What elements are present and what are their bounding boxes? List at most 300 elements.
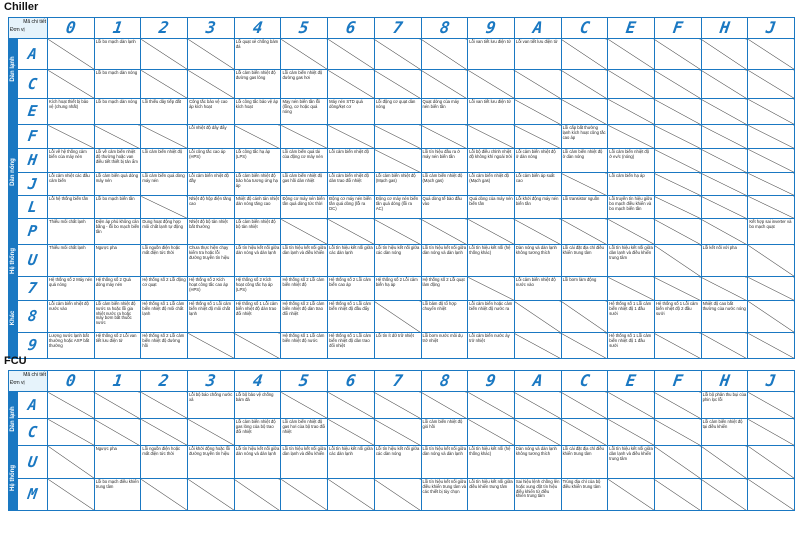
empty-cell [141, 419, 188, 446]
row-code: E [26, 102, 39, 120]
column-code: A [531, 18, 544, 37]
error-description: Lỗi cấp bất thường lạnh kích hoạt công tắc cao áp [561, 125, 608, 149]
error-description: Lỗi cảm biến quá dòng máy nén [141, 173, 188, 196]
empty-cell [328, 479, 375, 511]
empty-cell [654, 446, 701, 479]
error-description: Lỗi cảm biến nhiệt độ gas hơi của bộ trao đổi nhiệt [281, 419, 328, 446]
row-code-cell [18, 277, 48, 301]
column-code-header [374, 18, 421, 39]
error-description: Lỗi về hệ thống cảm biến của máy nén [48, 149, 95, 173]
error-description: Lỗi tín hiệu kết nối giữa dàn lạnh và điều khiển [281, 245, 328, 277]
row-group-label [9, 392, 18, 446]
error-description: Mạy nén biến tần lỗi (lỗng, cơ hoặc quá nóng [281, 99, 328, 125]
error-description: Lỗi cài đặt địa chỉ điều khiển trung tâm [561, 245, 608, 277]
error-description: Động cơ máy nén biến tần quá dòng (lỗi ra AC) [374, 196, 421, 219]
error-description: Lỗi cảm biến nhiệt độ (Mạch gas) [421, 173, 468, 196]
group-label-text: Dàn nóng [10, 157, 16, 186]
corner-detail-label: Mã chi tiết [23, 372, 47, 378]
row-group-label [9, 39, 18, 99]
error-description: Lỗi bộ phân thu bụi của phin lọc lỗi [701, 392, 748, 419]
empty-cell [468, 419, 515, 446]
row-code: 9 [26, 336, 39, 354]
empty-cell [328, 70, 375, 99]
empty-cell [188, 39, 235, 70]
empty-cell [701, 99, 748, 125]
error-description: Kích hoạt thiết bị bảo vệ (chung nhất) [48, 99, 95, 125]
column-code-header [94, 18, 141, 39]
column-code: 0 [64, 18, 78, 37]
error-description: Lỗi hệ thống biến tần [48, 196, 95, 219]
column-code: 6 [344, 371, 358, 390]
empty-cell [748, 419, 795, 446]
error-description: Lỗi cảm biến hoặc cảm biến nhiệt độ nước ra [468, 301, 515, 333]
error-description: Hệ thống số 1 Lỗi cảm biến nhiệt độ đầu đẩy [328, 301, 375, 333]
error-description: Máy nén STD quá dòng/kẹt cơ [328, 99, 375, 125]
empty-cell [701, 479, 748, 511]
error-description: Sai hiệu lệnh chồng lên hoặc xung đột tín hiệu điều khiển từ điều khiển trung tâm [514, 479, 561, 511]
column-code: 2 [158, 371, 171, 390]
row-code-cell [18, 149, 48, 173]
empty-cell [141, 479, 188, 511]
empty-cell [374, 419, 421, 446]
error-description: Lỗi công tắc hạ áp (LPS) [234, 149, 281, 173]
column-code: H [718, 371, 731, 390]
column-code: A [531, 371, 544, 390]
column-code: J [765, 18, 778, 37]
error-description: Lỗi tín hiệu kết nối giữa các dàn nóng [374, 446, 421, 479]
table-row [9, 99, 795, 125]
empty-cell [468, 392, 515, 419]
column-code-header [281, 18, 328, 39]
row-code-cell [18, 446, 48, 479]
empty-cell [421, 125, 468, 149]
empty-cell [94, 392, 141, 419]
error-description: Hệ thống số 2 Lỗi cảm biến nhiệt độ dàn trao đổi nhiệt [281, 301, 328, 333]
error-description: Lỗi tín hiệu kết nối giữa dàn lạnh và điều khiển [281, 446, 328, 479]
column-code: 4 [251, 371, 264, 390]
error-description: Động cơ máy nén biến tần quá dòng tức thời [281, 196, 328, 219]
error-description: Lỗi kết nối với pha [701, 245, 748, 277]
empty-cell [561, 173, 608, 196]
empty-cell [234, 125, 281, 149]
error-description: Kết hợp sai inverter và bo mạch quạt [748, 219, 795, 245]
empty-cell [701, 446, 748, 479]
row-code-cell [18, 219, 48, 245]
empty-cell [374, 39, 421, 70]
empty-cell [701, 125, 748, 149]
table-row [9, 277, 795, 301]
error-description: Lỗi cảm biến nhiệt độ gas hồi dàn nhiệt [281, 173, 328, 196]
column-code: E [624, 371, 638, 390]
column-code-header [188, 18, 235, 39]
column-code: 3 [204, 371, 218, 390]
error-description: Lỗi bộ điều chỉnh nhiệt độ không khí ngoài trời [468, 149, 515, 173]
error-description: Lỗi nguồn điện hoặc mất điện tức thời [141, 245, 188, 277]
error-description: Hệ thống số 2 Lỗi cảm biến nhiệt độ [281, 277, 328, 301]
row-code: A [26, 395, 39, 414]
error-description: Lỗi cảm biến nhiệt độ [141, 149, 188, 173]
column-code-header [654, 18, 701, 39]
table-row [9, 333, 795, 359]
table-row [9, 149, 795, 173]
error-description: Thiếu môi chất lạnh [48, 219, 95, 245]
row-code: A [26, 44, 39, 63]
empty-cell [654, 70, 701, 99]
error-description: Dung hoạt động hợp môi chất lạnh tự động [141, 219, 188, 245]
empty-cell [561, 301, 608, 333]
empty-cell [281, 219, 328, 245]
empty-cell [748, 196, 795, 219]
column-code: 8 [438, 18, 451, 37]
empty-cell [188, 479, 235, 511]
error-description: Hệ thống số 2 Lỗi van tiết lưu điện tử [94, 333, 141, 359]
empty-cell [748, 149, 795, 173]
error-description: Ngược pha [94, 245, 141, 277]
error-description: Công tắc bảo vệ cao áp kích hoạt [188, 99, 235, 125]
error-description: Lỗi van tiết lưu điện tử [514, 39, 561, 70]
empty-cell [374, 301, 421, 333]
error-description: Lỗi bơm nước môi dụ trở nhiệt [421, 333, 468, 359]
empty-cell [748, 446, 795, 479]
column-code: 0 [64, 371, 78, 390]
row-code-cell [18, 125, 48, 149]
empty-cell [141, 196, 188, 219]
error-description: Lỗi bo mạch biến tần [94, 196, 141, 219]
column-code: F [671, 371, 684, 390]
empty-cell [561, 70, 608, 99]
empty-cell [514, 125, 561, 149]
empty-cell [328, 125, 375, 149]
empty-cell [48, 70, 95, 99]
table-row [9, 245, 795, 277]
column-code-header [281, 371, 328, 392]
error-description: Lỗi tín hiệu kết nối giữa dàn lạnh và điều khiển trung tâm [608, 245, 655, 277]
row-group-label [9, 99, 18, 245]
error-description: Nhiệt độ hộp điện tăng cao [188, 196, 235, 219]
error-description: Lỗi tín hiệu kết nối giữa các dàn lạnh [328, 245, 375, 277]
error-description: Trùng địa chỉ của bộ điều khiển trung tâm [561, 479, 608, 511]
error-description: Lỗi tín hiệu kết nối giữa các dàn lạnh [328, 446, 375, 479]
error-description: Hệ thống số 1 Lỗi cảm biến nhiệt độ nước [281, 333, 328, 359]
error-description: Hệ thống số 2 Lỗi cảm biến nhiệt độ đường hồi [141, 333, 188, 359]
empty-cell [48, 446, 95, 479]
row-code-cell [18, 196, 48, 219]
column-code-header [514, 18, 561, 39]
error-description: Lỗi cảm biến quá dòng máy nén [94, 173, 141, 196]
column-code: 1 [111, 371, 124, 390]
empty-cell [281, 125, 328, 149]
error-description: Lỗi tín hiệu kết nối giữa dàn nóng và dàn lạnh [234, 446, 281, 479]
column-code: 5 [298, 371, 311, 390]
error-description: Hệ thống số 1 Lỗi cảm biến nhiệt độ môi chất lạnh [188, 301, 235, 333]
error-description: Nhiệt độ cánh tản nhiệt dàn nóng tăng cao [234, 196, 281, 219]
group-label-text: Dàn lạnh [10, 405, 16, 432]
error-description: Lỗi cảm biến nhiệt độ đường gas hơi [281, 70, 328, 99]
error-description: Hệ thống số 1 Lỗi cảm biến nhiệt độ dàn trao đổi nhiệt [328, 333, 375, 359]
empty-cell [374, 392, 421, 419]
group-label-text: Khác [10, 310, 16, 325]
empty-cell [701, 173, 748, 196]
error-description: Lỗi tín hiệu kết nối giữa dàn nóng và dàn lạnh [234, 245, 281, 277]
error-description: Lỗi cài đặt địa chỉ điều khiển trung tâm [561, 446, 608, 479]
error-description: Hệ thống số 2 Lỗi quạt làm động [421, 277, 468, 301]
column-code-header [654, 371, 701, 392]
error-description: Lỗi tín ít dữ trữ nhiệt [374, 333, 421, 359]
column-code-header [468, 371, 515, 392]
empty-cell [561, 392, 608, 419]
table-row [9, 479, 795, 511]
column-code: 3 [204, 18, 218, 37]
column-code: 9 [484, 371, 498, 390]
row-code-cell [18, 419, 48, 446]
empty-cell [328, 39, 375, 70]
empty-cell [608, 392, 655, 419]
error-description: Lỗi cảm biến nhiệt độ đầy [188, 173, 235, 196]
empty-cell [608, 277, 655, 301]
empty-cell [374, 479, 421, 511]
empty-cell [654, 99, 701, 125]
empty-cell [141, 39, 188, 70]
error-description: Lỗi cảm biến nước áy trở nhiệt [468, 333, 515, 359]
empty-cell [561, 99, 608, 125]
column-code-header [234, 371, 281, 392]
error-description: Thiếu môi chất lạnh [48, 245, 95, 277]
row-code: C [26, 422, 39, 441]
empty-cell [514, 301, 561, 333]
column-code: 6 [344, 18, 358, 37]
row-code-cell [18, 245, 48, 277]
error-description: Hệ thống số 1 Lỗi cảm biến nhiệt độ 2 đầu sưởi [654, 301, 701, 333]
error-description: Hệ thống số 2 Quá dòng máy nén [94, 277, 141, 301]
column-code: 8 [438, 371, 451, 390]
column-code: 4 [251, 18, 264, 37]
empty-cell [701, 333, 748, 359]
error-description: Lỗi bo mạch dàn nóng [94, 99, 141, 125]
column-code-header [701, 18, 748, 39]
column-code-header [748, 18, 795, 39]
column-code-header [48, 18, 95, 39]
empty-cell [608, 70, 655, 99]
empty-cell [654, 39, 701, 70]
error-description: Lỗi thiếu dây tiếp đất [141, 99, 188, 125]
empty-cell [748, 125, 795, 149]
empty-cell [701, 196, 748, 219]
row-code: L [26, 197, 39, 216]
empty-cell [514, 419, 561, 446]
empty-cell [748, 301, 795, 333]
row-code-cell [18, 479, 48, 511]
error-description: Lỗi cảm biến hạ áp [608, 173, 655, 196]
error-description: Hệ thống số 2 Lỗi cảm biến cao áp [328, 277, 375, 301]
table-row [9, 392, 795, 419]
error-description: Lỗi tín hiệu kết nối giữa dàn nóng và dàn lạnh [421, 446, 468, 479]
error-description: Hệ thống số 2 Lỗi động cơ quạt [141, 277, 188, 301]
empty-cell [374, 149, 421, 173]
error-description: Hệ thống số 1 Lỗi cảm biến nhiệt độ 1 đầu sưởi [608, 333, 655, 359]
error-description: Lỗi cảm biến nhiệt độ (Mạch gas) [374, 173, 421, 196]
row-code: U [26, 452, 39, 471]
error-description: Hệ thống số 1 Lỗi cảm biến nhiệt độ môi chất lạnh [141, 301, 188, 333]
error-description: Lỗi tín hiệu kết nối giữa dàn nóng và dàn lạnh [421, 245, 468, 277]
error-description: Lỗi bơm làm động [561, 277, 608, 301]
fcu-title: FCU [4, 355, 27, 367]
empty-cell [48, 392, 95, 419]
empty-cell [468, 277, 515, 301]
empty-cell [748, 39, 795, 70]
empty-cell [654, 149, 701, 173]
column-code: 2 [158, 18, 171, 37]
error-description: Lỗi truyền tín hiệu giữa bo mạch điều khiển và bo mạch biến tần [608, 196, 655, 219]
column-code-header [94, 371, 141, 392]
error-description: Nhiệt độ cao bắt thường của nước nóng [701, 301, 748, 333]
empty-cell [188, 70, 235, 99]
row-code: U [26, 251, 39, 269]
empty-cell [654, 196, 701, 219]
empty-cell [748, 392, 795, 419]
empty-cell [654, 173, 701, 196]
empty-cell [561, 419, 608, 446]
error-description: Lỗi cảm biến nhiệt độ gas lỏng của bộ trao đổi nhiệt [234, 419, 281, 446]
empty-cell [654, 219, 701, 245]
column-code-header [328, 371, 375, 392]
empty-cell [608, 219, 655, 245]
empty-cell [514, 392, 561, 419]
column-code-header [48, 371, 95, 392]
empty-cell [748, 245, 795, 277]
error-description: Quá dòng tế bào đầu vào [421, 196, 468, 219]
error-description: Lỗi nhiệt độ dây đẩy [188, 125, 235, 149]
empty-cell [654, 479, 701, 511]
column-code-header [141, 18, 188, 39]
table-row [9, 419, 795, 446]
row-code-cell [18, 70, 48, 99]
empty-cell [608, 125, 655, 149]
empty-cell [654, 245, 701, 277]
row-code: J [26, 174, 39, 193]
empty-cell [468, 219, 515, 245]
error-description: Lỗi cảm biến nhiệt độ (Mạch gas) [468, 173, 515, 196]
column-code-header [701, 371, 748, 392]
table-row [9, 70, 795, 99]
empty-cell [561, 219, 608, 245]
error-description: Lỗi về cảm biến nhiệt độ thường hoặc van điều tiết thiết bị tản ẩm [94, 149, 141, 173]
column-code-header [468, 18, 515, 39]
empty-cell [234, 333, 281, 359]
row-code: P [26, 222, 39, 240]
empty-cell [654, 333, 701, 359]
empty-cell [374, 219, 421, 245]
empty-cell [281, 392, 328, 419]
error-description: Lỗi bảm độ tổ hợp chuyển nhiệt [421, 301, 468, 333]
group-label-text: Dàn lạnh [10, 55, 16, 82]
error-description: Lỗi tín hiệu kết nối giữa điều khiển trung tâm và các thiết bị tùy chọn [421, 479, 468, 511]
table-row [9, 173, 795, 196]
empty-cell [234, 479, 281, 511]
error-description: Lỗi tín hiệu kết nối giữa điều khiển trung tâm [468, 479, 515, 511]
empty-cell [141, 392, 188, 419]
column-code: H [718, 18, 731, 37]
empty-cell [514, 99, 561, 125]
error-description: Lỗi cảm biến nhiệt độ ở ev/c (nóng) [608, 149, 655, 173]
error-description: Lỗi transistor nguồn [561, 196, 608, 219]
column-code: C [578, 18, 591, 37]
error-description: Lỗi cảm biến quá tải của động cơ máy nén [281, 149, 328, 173]
table-row [9, 39, 795, 70]
row-code-cell [18, 99, 48, 125]
column-code-header [188, 371, 235, 392]
empty-cell [328, 392, 375, 419]
error-description: Lỗi tín hiệu kết nối (hệ thống khác) [468, 245, 515, 277]
empty-cell [188, 333, 235, 359]
empty-cell [654, 125, 701, 149]
error-description: Ngược pha [94, 446, 141, 479]
error-description: Lỗi tín hiệu kết nối giữa dàn lạnh và điều khiển trung tâm [608, 446, 655, 479]
error-description: Hệ thống số 1 Lỗi cảm biến nhiệt độ 1 đầu sưởi [608, 301, 655, 333]
error-description: Hệ thống số 2 Lỗi cảm biến hạ áp [374, 277, 421, 301]
error-description: Lỗi nguồn điện hoặc mất điện tức thời [141, 446, 188, 479]
error-description: Hệ thống số 2 Máy nén quá nóng [48, 277, 95, 301]
empty-cell [701, 277, 748, 301]
empty-cell [141, 125, 188, 149]
column-code-header [328, 18, 375, 39]
chiller-table [8, 17, 795, 359]
error-description: Lỗi quạt xẻ chống bám đá [234, 39, 281, 70]
error-description: Lỗi cảm biến áp suất cao [514, 173, 561, 196]
empty-cell [421, 219, 468, 245]
empty-cell [94, 419, 141, 446]
column-code-header [514, 371, 561, 392]
error-description: Hệ thống số 2 Kích hoạt công tắc cao áp (HPS) [188, 277, 235, 301]
empty-cell [654, 419, 701, 446]
error-description: Lỗi khởi động máy nén biến tần [514, 196, 561, 219]
empty-cell [48, 39, 95, 70]
error-description: Lỗi cảm biến nhiệt độ bộ tản nhiệt [234, 219, 281, 245]
empty-cell [468, 125, 515, 149]
column-code: 9 [484, 18, 498, 37]
column-code: C [578, 371, 591, 390]
error-description: Lỗi cảm biến nhiệt độ đường gas lỏng [234, 70, 281, 99]
row-code: F [26, 127, 39, 145]
error-description: Điện áp phù không cân bằng - lỗi bo mạch biến tần [94, 219, 141, 245]
error-description: Lỗi tín hiệu kết nối (hệ thống khác) [468, 446, 515, 479]
empty-cell [561, 333, 608, 359]
table-row [9, 196, 795, 219]
corner-unit-label: Đơn vị [10, 27, 25, 33]
table-row [9, 219, 795, 245]
row-code: M [26, 485, 39, 503]
row-code-cell [18, 301, 48, 333]
empty-cell [608, 99, 655, 125]
empty-cell [328, 219, 375, 245]
empty-cell [608, 479, 655, 511]
error-description: Quá dòng của máy nén biến tần [468, 196, 515, 219]
empty-cell [748, 333, 795, 359]
column-code: F [671, 18, 684, 37]
empty-cell [48, 419, 95, 446]
fcu-table [8, 370, 795, 511]
empty-cell [421, 392, 468, 419]
error-description: Lỗi công tắc cao áp (HPS) [188, 149, 235, 173]
error-description: Lỗi bộ bảo vệ chống bám đá [234, 392, 281, 419]
chiller-title: Chiller [4, 1, 39, 13]
error-description: Lỗi cảm biến nhiệt độ nước vào [48, 301, 95, 333]
row-code-cell [18, 392, 48, 419]
column-code-header [608, 371, 655, 392]
error-description: Lỗi động cơ quạt dàn nóng [374, 99, 421, 125]
group-label-text: Hệ thống [10, 247, 16, 274]
corner-detail-label: Mã chi tiết [23, 19, 47, 25]
error-description: Lỗi bo mạch dàn lạnh [94, 39, 141, 70]
